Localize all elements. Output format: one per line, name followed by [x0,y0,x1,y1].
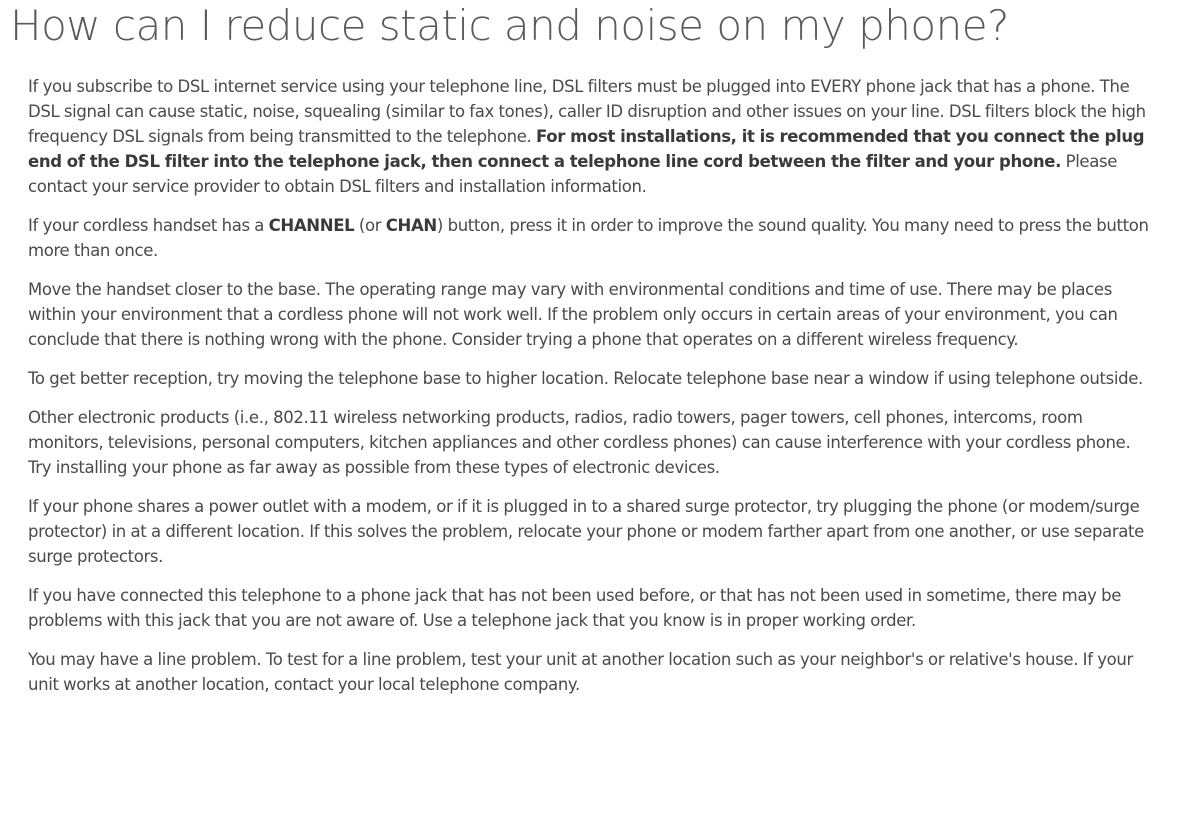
text-segment: Other electronic products (i.e., 802.11 wireless networking products, radios, radio towers, pager towers, cell phones, intercoms, room monitors, televisions, personal computers, kitchen appliances and other cordless phones) can cause interference with your cordless phone. Try installing your phone as far away as possible from these types of electronic devices. [28,408,1131,477]
article-body [28,74,1158,711]
text-segment: If your phone shares a power outlet with a modem, or if it is plugged in to a shared surge protector, try plugging the phone (or modem/surge protector) in at a different location. If this solves the problem, relocate your phone or modem farther apart from one another, or use separate surge protectors. [28,497,1144,566]
paragraph-5 [28,405,1158,480]
paragraph-8 [28,647,1158,697]
text-segment: Move the handset closer to the base. The operating range may vary with environmental conditions and time of use. There may be places within your environment that a cordless phone will not work well. If the problem only occurs in certain areas of your environment, you can conclude that there is nothing wrong with the phone. Consider trying a phone that operates on a different wireless frequency. [28,280,1118,349]
text-segment: If your cordless handset has a [28,216,269,235]
paragraph-3 [28,277,1158,352]
paragraph-4 [28,366,1158,391]
text-segment: If you have connected this telephone to a phone jack that has not been used before, or that has not been used in sometime, there may be problems with this jack that you are not aware of. Use a telephone jack that you know is in proper working order. [28,586,1122,630]
text-segment: (or [354,216,386,235]
text-segment: ) button, press it in order to improve the sound quality. You many need to press the button more than once. [28,216,1149,260]
bold-text: CHANNEL [268,216,355,235]
text-segment: Please contact your service provider to obtain DSL filters and installation information. [28,152,1118,196]
text-segment: If you subscribe to DSL internet service using your telephone line, DSL filters must be plugged into EVERY phone jack that has a phone. The DSL signal can cause static, noise, squealing (similar to fax tones), caller ID disruption and other issues on your line. DSL filters block the high frequency DSL signals from being transmitted to the telephone. [28,77,1146,146]
bold-text: CHAN [385,216,437,235]
text-segment: You may have a line problem. To test for a line problem, test your unit at another location such as your neighbor's or relative's house. If your unit works at another location, contact your local telephone company. [28,650,1133,694]
paragraph-7 [28,583,1158,633]
bold-text: For most installations, it is recommended that you connect the plug end of the DSL filter into the telephone jack, then connect a telephone line cord between the filter and your phone. [28,127,1145,171]
paragraph-1 [28,74,1158,199]
page-title: How can I reduce static and noise on my phone? [10,1,1009,50]
paragraph-2 [28,213,1158,263]
paragraph-6 [28,494,1158,569]
text-segment: To get better reception, try moving the telephone base to higher location. Relocate telephone base near a window if using telephone outside. [28,369,1143,388]
